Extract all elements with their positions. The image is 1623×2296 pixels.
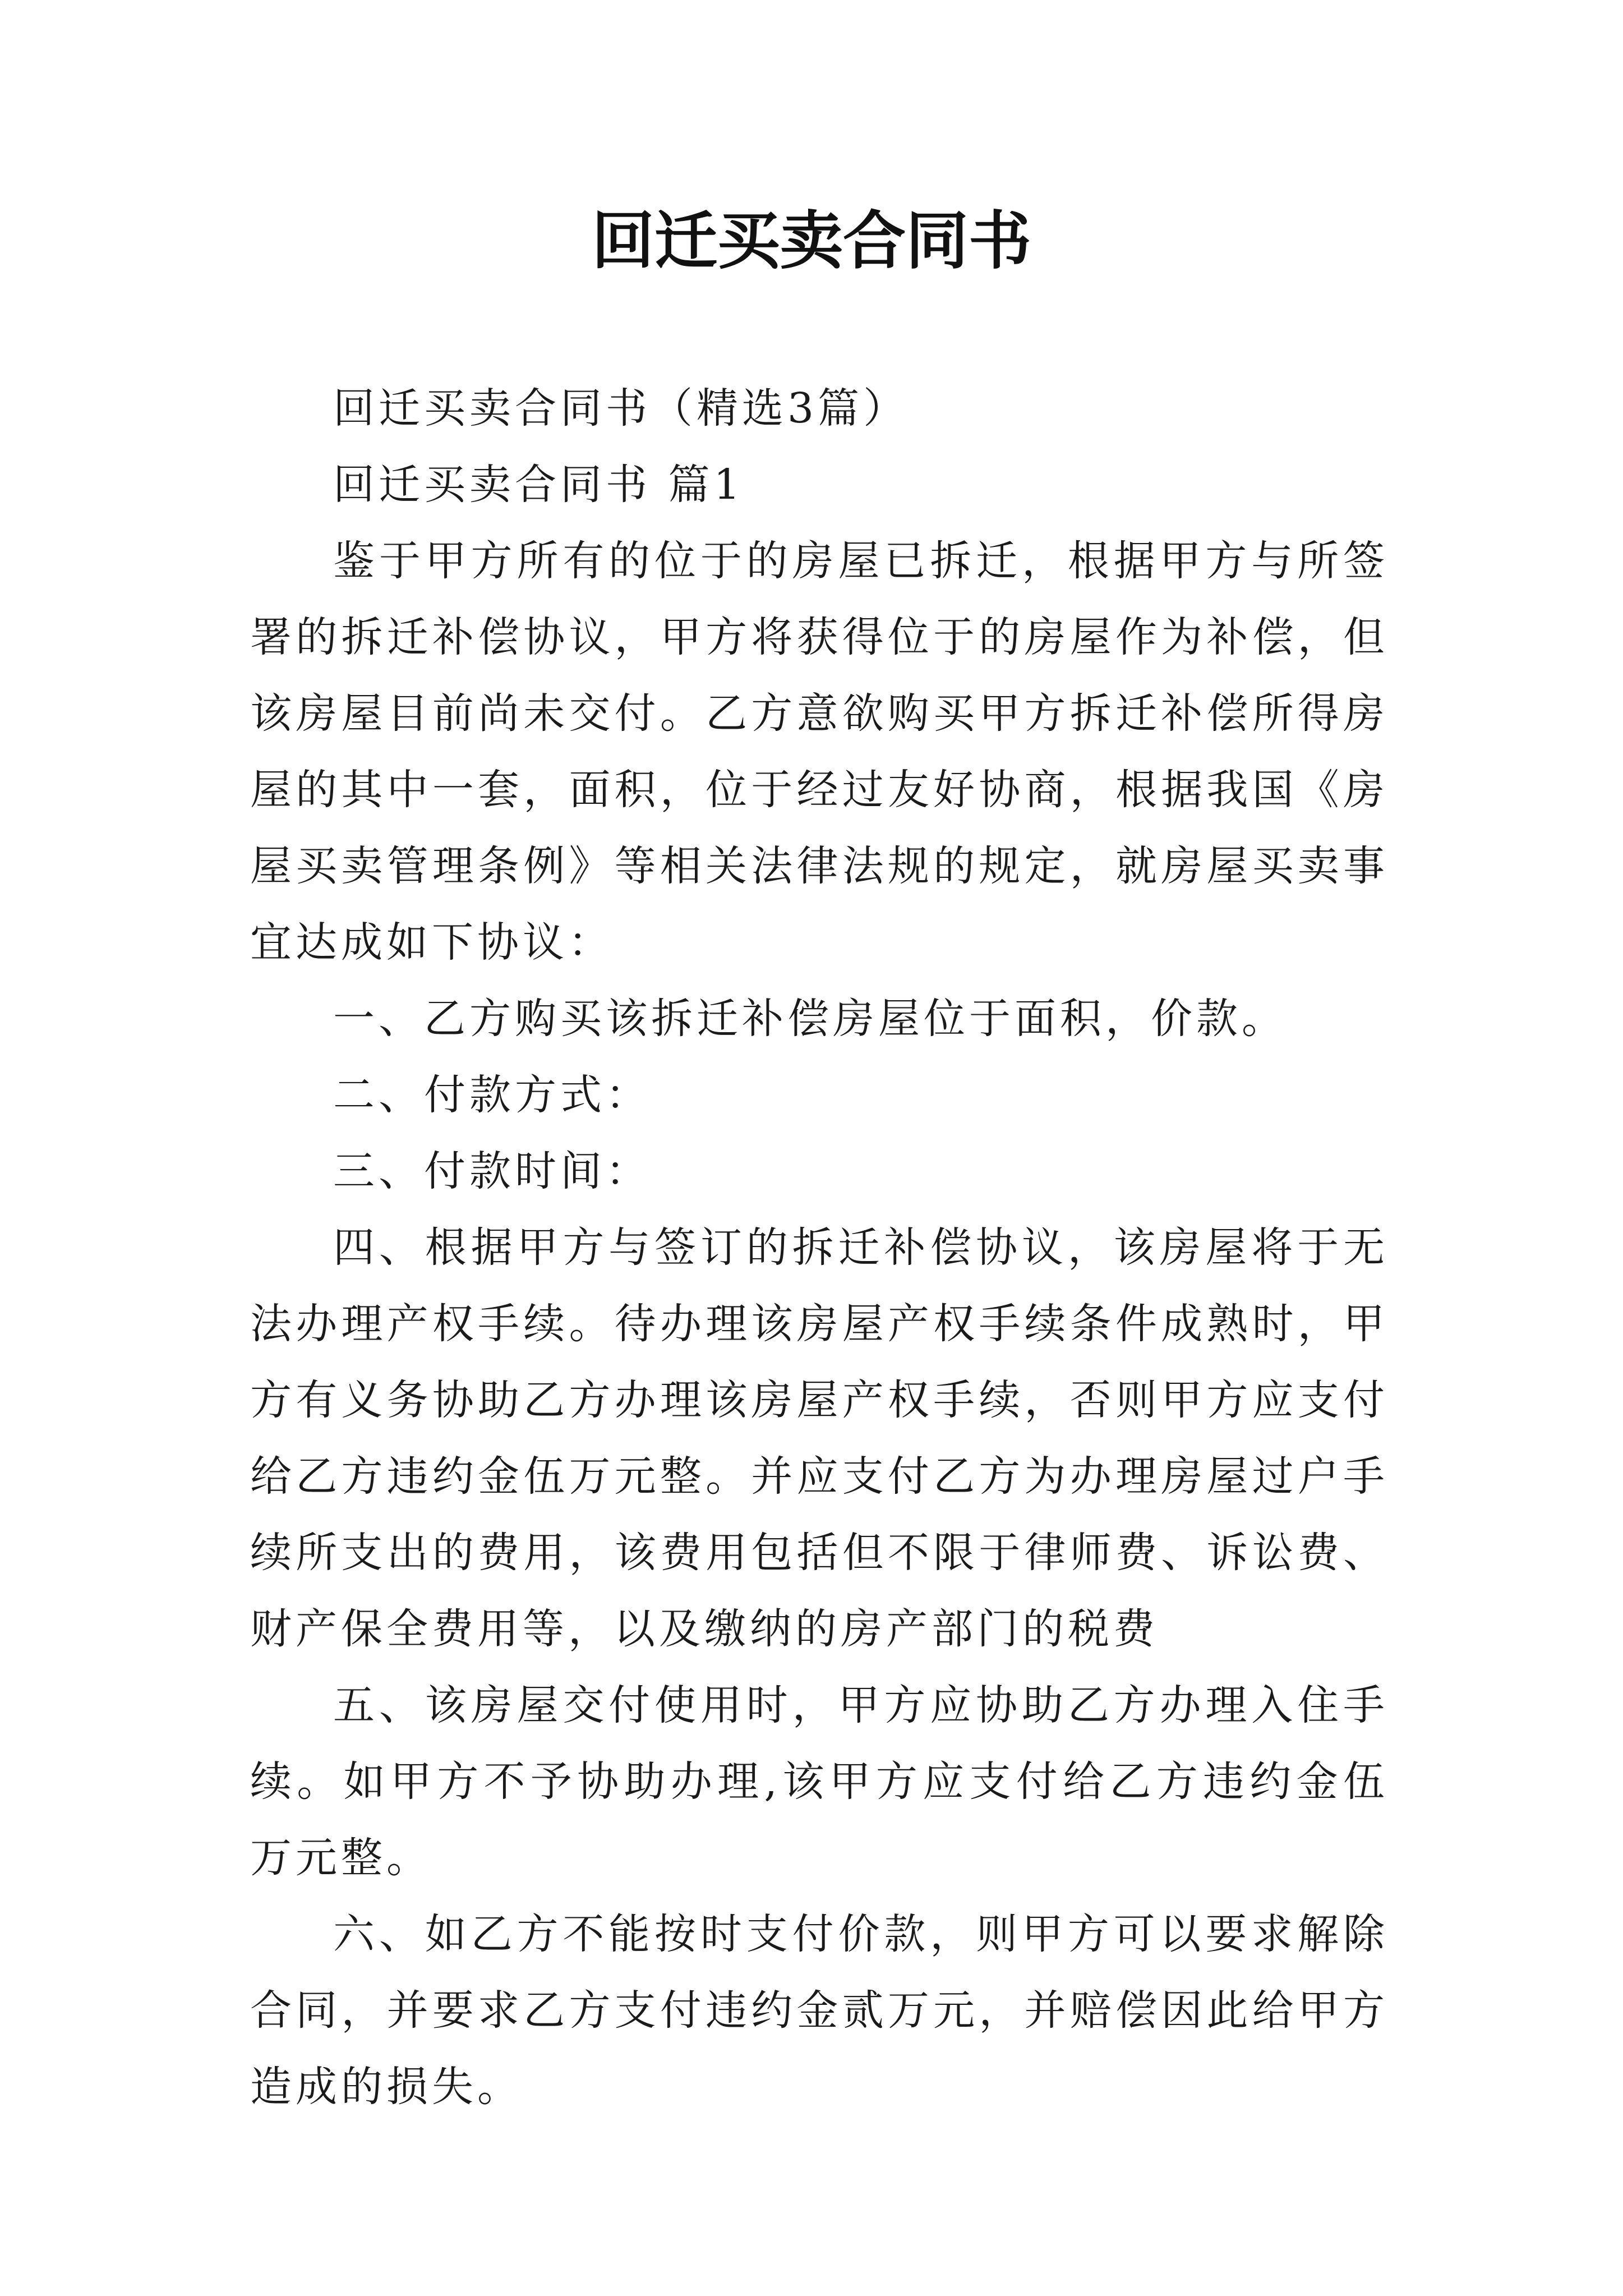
clause-4: 四、根据甲方与签订的拆迁补偿协议，该房屋将于无法办理产权手续。待办理该房屋产权手续条件成熟时，甲方有义务协助乙方办理该房屋产权手续，否则甲方应支付给乙方违约金伍万元整。并应支付乙方为办理房屋过户手续所支出的费用，该费用包括但不限于律师费、诉讼费、财产保全费用等，以及缴纳的房产部门的税费: [250, 1223, 1389, 1653]
section-heading: 回迁买卖合同书 篇1: [333, 461, 744, 509]
clause-3: 三、付款时间：: [333, 1147, 651, 1195]
clause-2: 二、付款方式：: [333, 1071, 651, 1119]
document-title: 回迁买卖合同书: [592, 204, 1031, 278]
clause-1: 一、乙方购买该拆迁补偿房屋位于面积，价款。: [333, 995, 1287, 1043]
document-body: [250, 370, 1389, 2125]
preamble-paragraph: 鉴于甲方所有的位于的房屋已拆迁，根据甲方与所签署的拆迁补偿协议，甲方将获得位于的房屋作为补偿，但该房屋目前尚未交付。乙方意欲购买甲方拆迁补偿所得房屋的其中一套，面积，位于经过友好协商，根据我国《房屋买卖管理条例》等相关法律法规的规定，就房屋买卖事宜达成如下协议：: [250, 537, 1389, 967]
subtitle-paragraph: 回迁买卖合同书（精选3篇）: [333, 384, 909, 432]
clause-5: 五、该房屋交付使用时，甲方应协助乙方办理入住手续。如甲方不予协助办理,该甲方应支付给乙方违约金伍万元整。: [250, 1681, 1389, 1882]
clause-6: 六、如乙方不能按时支付价款，则甲方可以要求解除合同，并要求乙方支付违约金贰万元，并赔偿因此给甲方造成的损失。: [250, 1910, 1389, 2111]
